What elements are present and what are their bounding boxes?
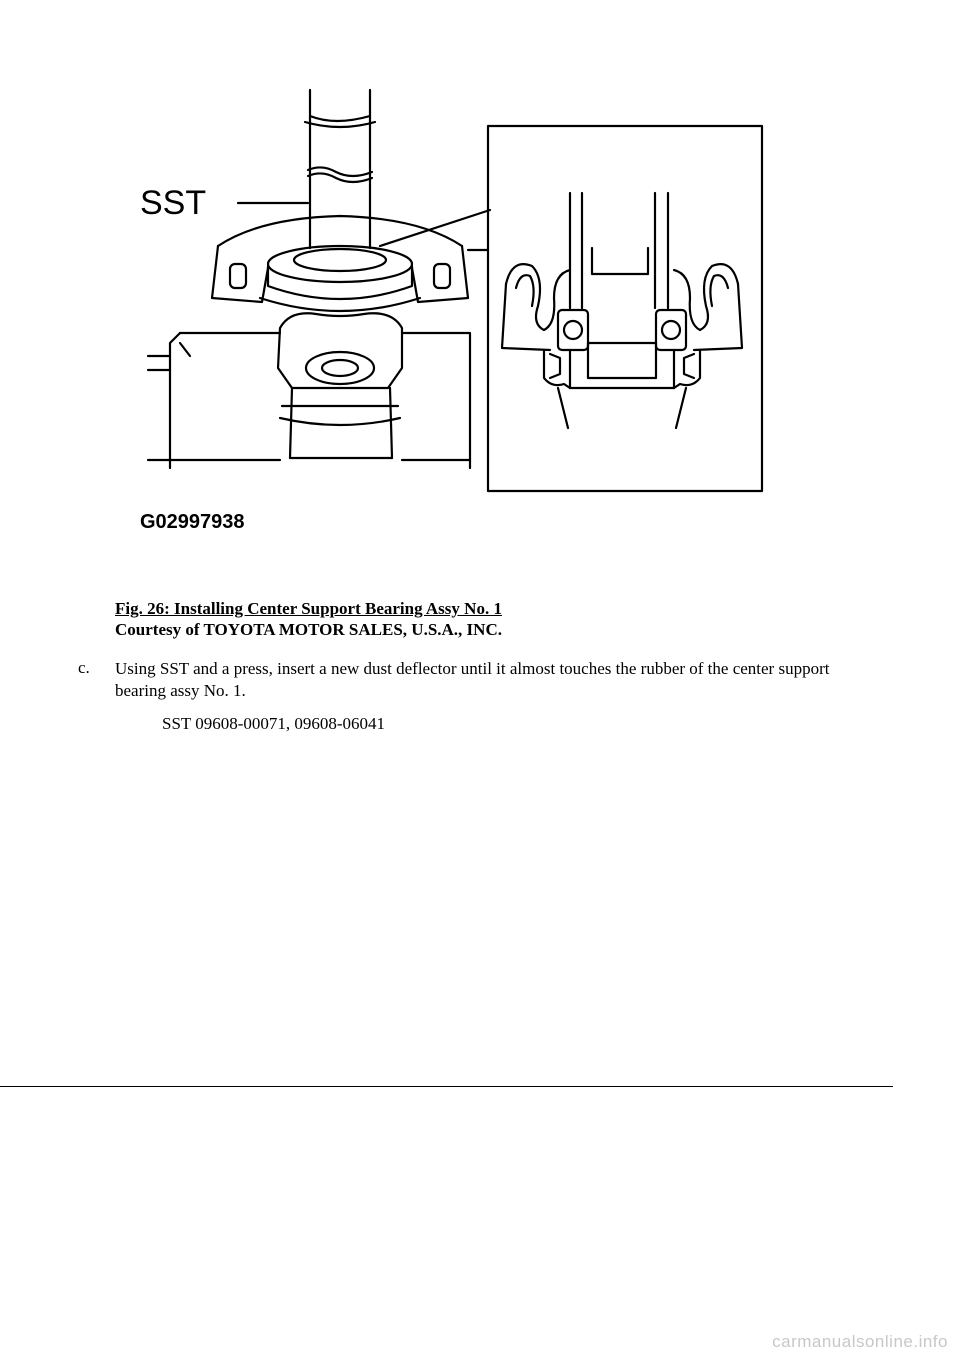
step-instruction: Using SST and a press, insert a new dust deflector until it almost touches the rubber of the center support bearing assy No. 1. <box>115 659 830 700</box>
page-divider <box>0 1086 893 1087</box>
watermark: carmanualsonline.info <box>772 1332 948 1351</box>
step-marker: c. <box>78 658 90 677</box>
figure-code: G02997938 <box>140 511 245 533</box>
sst-part-numbers: SST 09608-00071, 09608-06041 <box>162 714 386 733</box>
figure-title: Fig. 26: Installing Center Support Bearing Assy No. 1 <box>115 599 502 618</box>
bearing-installation-illustration <box>140 88 780 548</box>
sst-callout-label: SST <box>140 184 207 222</box>
figure-credit: Courtesy of TOYOTA MOTOR SALES, U.S.A., INC. <box>115 620 502 639</box>
